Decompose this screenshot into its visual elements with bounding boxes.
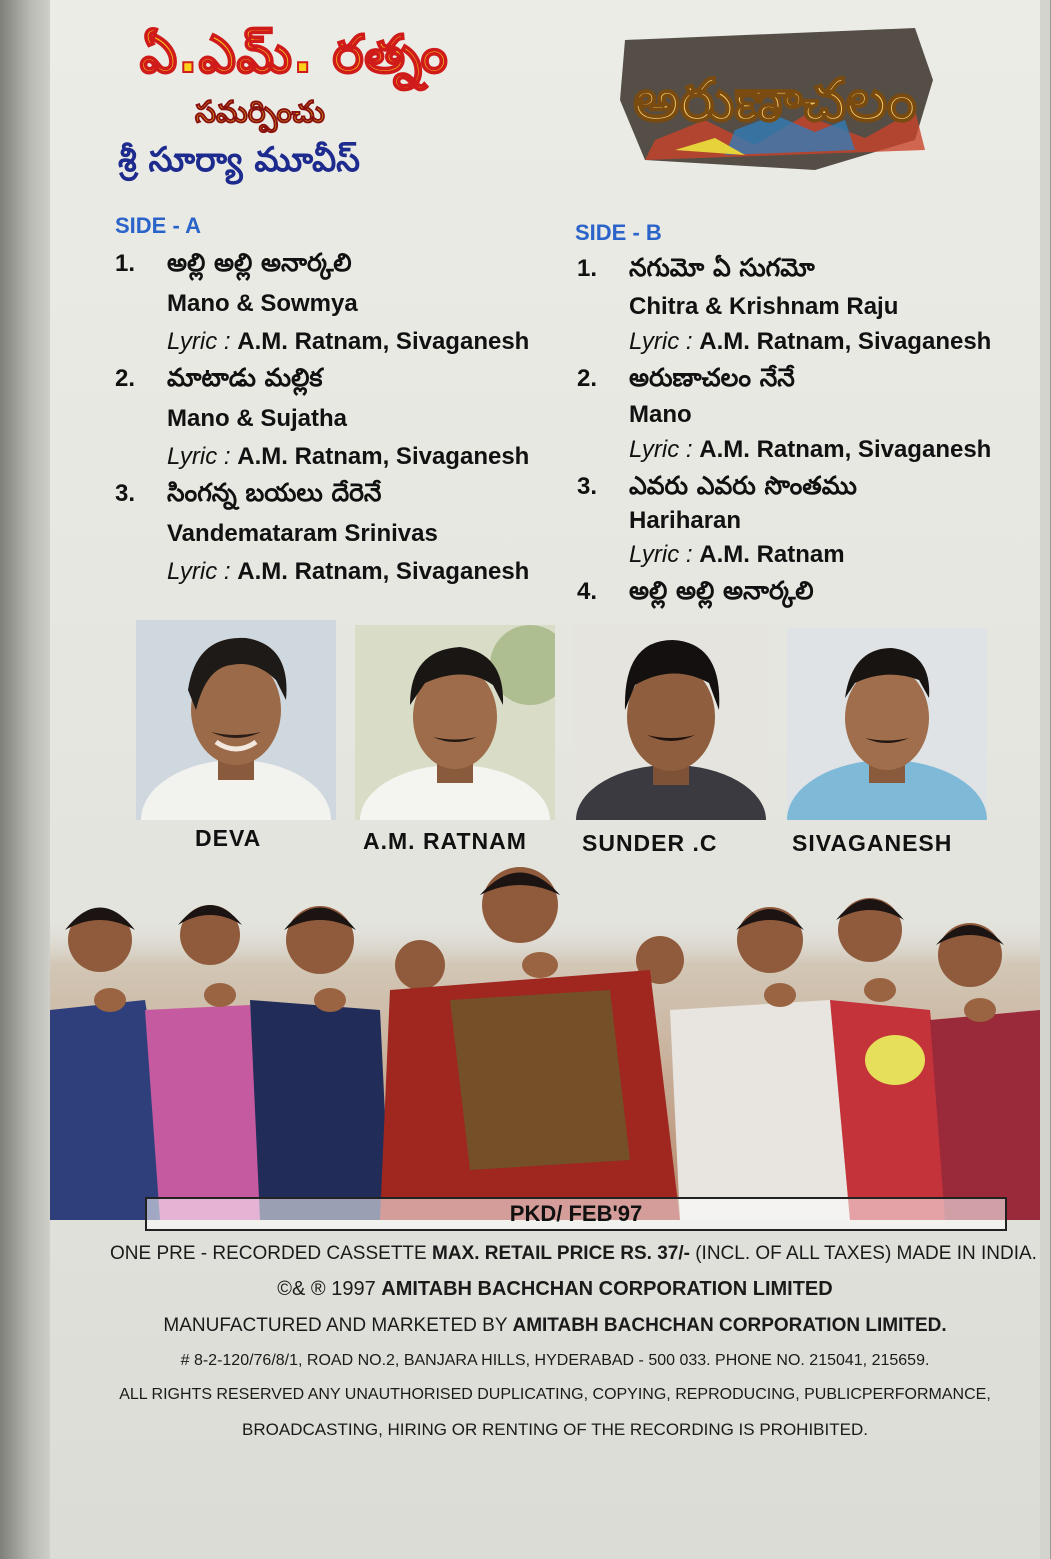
lyric-label: Lyric :	[629, 436, 693, 463]
track-lyric	[167, 328, 529, 356]
lyric-label: Lyric :	[167, 558, 231, 585]
price-note: (INCL. OF ALL TAXES) MADE IN INDIA.	[695, 1243, 1037, 1264]
lyric-label: Lyric :	[629, 328, 693, 355]
track-singer: Mano & Sujatha	[167, 405, 348, 432]
track-title: అరుణాచలం నేనే	[629, 363, 795, 392]
copyright-line	[110, 1278, 1000, 1301]
title-logo-text: అరుణాచలం	[633, 66, 917, 134]
rights-line-2: BROADCASTING, HIRING OR RENTING OF THE RECORDING IS PROHIBITED.	[242, 1420, 868, 1439]
lyricist: A.M. Ratnam, Sivaganesh	[699, 436, 992, 463]
manufactured-by-label: MANUFACTURED AND MARKETED BY	[163, 1315, 508, 1336]
track-singer: Hariharan	[629, 507, 742, 534]
crew-name-sivaganesh: SIVAGANESH	[792, 830, 953, 856]
crew-photo-deva	[136, 620, 336, 820]
track-number: 1.	[115, 250, 136, 277]
catalogue-code-box	[145, 1197, 1007, 1231]
crew-name-sunder-c: SUNDER .C	[582, 830, 718, 856]
price-line	[110, 1243, 1037, 1265]
crew-name-am-ratnam: A.M. RATNAM	[363, 828, 527, 854]
rights-line: ALL RIGHTS RESERVED ANY UNAUTHORISED DUPLICATING, COPYING, REPRODUCING, PUBLICPERFORMANCE,	[119, 1386, 991, 1403]
track-number: 4.	[577, 578, 598, 605]
movie-title-logo	[615, 20, 935, 180]
crew-name-deva: DEVA	[195, 825, 262, 851]
lyricist: A.M. Ratnam, Sivaganesh	[237, 443, 530, 470]
manufacturer-name: AMITABH BACHCHAN CORPORATION LIMITED.	[512, 1315, 947, 1336]
address-line: # 8-2-120/76/8/1, ROAD NO.2, BANJARA HILLS, HYDERABAD - 500 033. PHONE NO. 215041, 215659.	[180, 1352, 930, 1369]
crew-photo-sivaganesh	[787, 628, 987, 820]
lyric-label: Lyric :	[167, 443, 231, 470]
track-number: 2.	[577, 365, 598, 392]
side-a-heading: SIDE - A	[115, 213, 201, 238]
retail-price: MAX. RETAIL PRICE RS. 37/-	[432, 1243, 690, 1264]
track-title: అల్లి అల్లి అనార్కలి	[167, 248, 352, 277]
cassette-label: ONE PRE - RECORDED CASSETTE	[110, 1243, 427, 1264]
track-title: సింగన్న బయలు దేరెనే	[167, 478, 382, 507]
track-title: మాటాడు మల్లిక	[167, 363, 323, 392]
film-still-dancers	[50, 860, 1040, 1220]
production-banner: శ్రీ సూర్యా మూవీస్	[118, 140, 361, 180]
crew-photo-am-ratnam	[355, 625, 555, 820]
track-lyric	[167, 558, 529, 586]
lyricist: A.M. Ratnam, Sivaganesh	[237, 558, 530, 585]
track-singer: Vandemataram Srinivas	[167, 520, 438, 547]
manufacturer-line	[110, 1315, 1000, 1337]
side-b-heading: SIDE - B	[575, 220, 662, 245]
track-title: ఎవరు ఎవరు సొంతము	[629, 471, 857, 500]
catalogue-code: PKD/ FEB'97	[509, 1201, 643, 1226]
copyright-year: ©& ® 1997	[277, 1278, 376, 1300]
track-number: 3.	[577, 473, 598, 500]
track-singer: Chitra & Krishnam Raju	[629, 293, 899, 320]
presenter-name: ఏ.ఎమ్. రత్నం	[140, 25, 449, 85]
track-lyric	[629, 436, 991, 464]
track-singer: Mano	[629, 401, 692, 428]
cassette-inlay-card	[50, 0, 1050, 1559]
crew-photo-sunder-c	[573, 625, 769, 820]
track-number: 3.	[115, 480, 136, 507]
cassette-case-edge	[0, 0, 50, 1559]
lyricist: A.M. Ratnam, Sivaganesh	[699, 328, 992, 355]
lyricist: A.M. Ratnam, Sivaganesh	[237, 328, 530, 355]
track-number: 1.	[577, 255, 598, 282]
lyricist: A.M. Ratnam	[699, 541, 845, 568]
track-lyric	[629, 541, 845, 569]
presents-label: సమర్పించు	[195, 95, 325, 130]
track-lyric	[629, 328, 991, 356]
track-title: అల్లి అల్లి అనార్కలి	[629, 576, 814, 605]
lyric-label: Lyric :	[629, 541, 693, 568]
track-lyric	[167, 443, 529, 471]
track-title: నగుమో ఏ సుగమో	[629, 253, 815, 282]
lyric-label: Lyric :	[167, 328, 231, 355]
copyright-holder: AMITABH BACHCHAN CORPORATION LIMITED	[381, 1278, 833, 1300]
track-number: 2.	[115, 365, 136, 392]
track-singer: Mano & Sowmya	[167, 290, 358, 317]
